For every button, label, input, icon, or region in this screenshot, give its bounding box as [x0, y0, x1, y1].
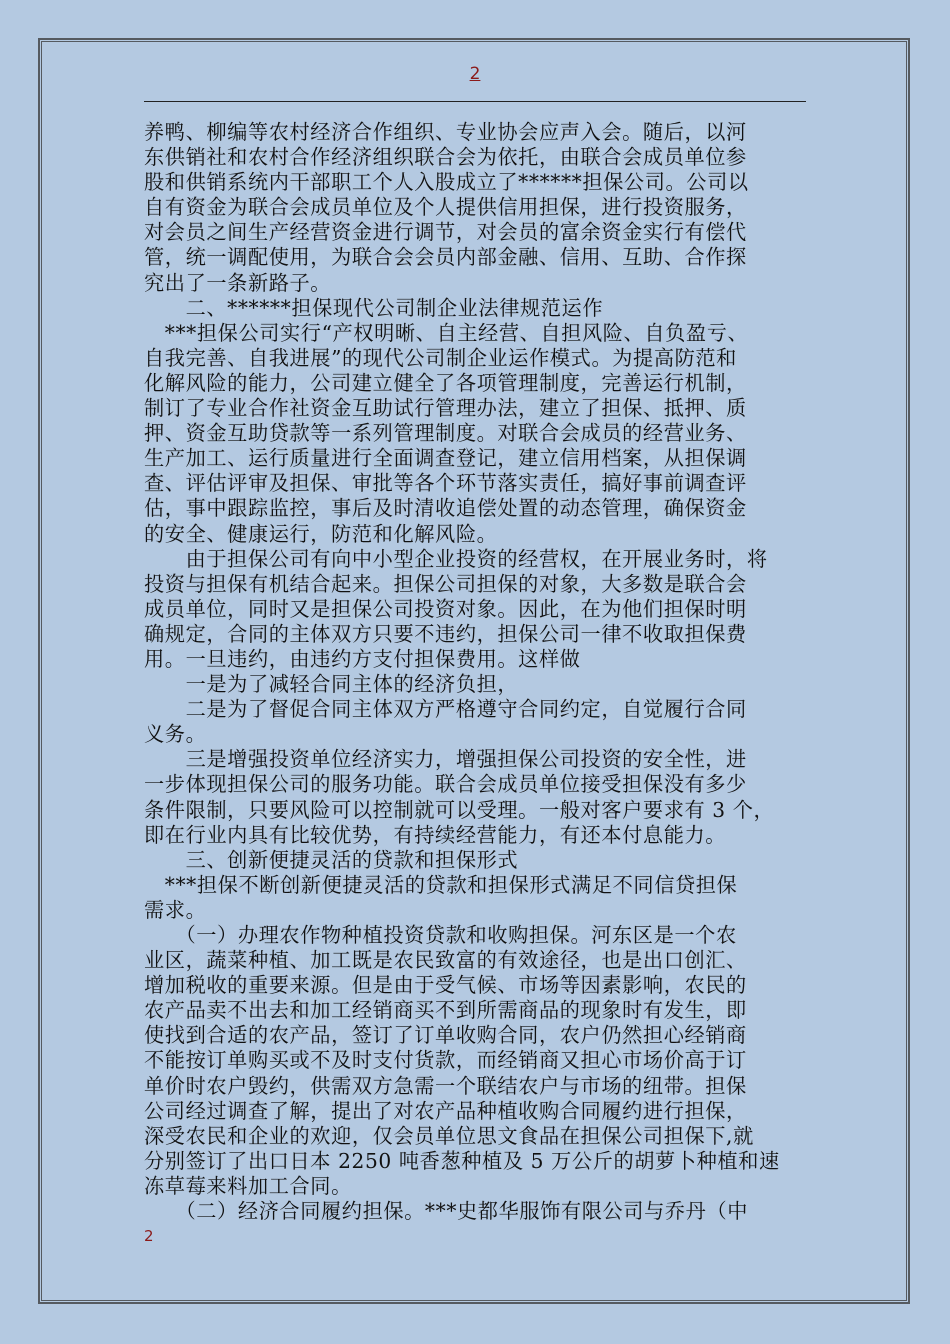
text-line: ***担保公司实行“产权明晰、自主经营、自担风险、自负盈亏、	[144, 320, 749, 345]
text-line: 自有资金为联合会成员单位及个人提供信用担保，进行投资服务，	[144, 195, 747, 220]
text-line: 一是为了减轻合同主体的经济负担，	[144, 672, 519, 697]
text-line: 查、评估评审及担保、审批等各个环节落实责任，搞好事前调查评	[144, 471, 747, 496]
section-heading: 三、创新便捷灵活的贷款和担保形式	[144, 847, 519, 872]
text-line: 管，统一调配使用，为联合会会员内部金融、信用、互助、合作探	[144, 245, 747, 270]
text-line: 分别签订了出口日本 2250 吨香葱种植及 5 万公斤的胡萝卜种植和速	[144, 1148, 780, 1173]
text-line: 增加税收的重要来源。但是由于受气候、市场等因素影响，农民的	[144, 973, 747, 998]
text-line: 东供销社和农村合作经济组织联合会为依托，由联合会成员单位参	[144, 145, 747, 170]
text-line: 制订了专业合作社资金互助试行管理办法，建立了担保、抵押、质	[144, 396, 747, 421]
text-line: 由于担保公司有向中小型企业投资的经营权，在开展业务时，将	[144, 546, 768, 571]
text-line: 深受农民和企业的欢迎，仅会员单位思文食品在担保公司担保下,就	[144, 1123, 754, 1148]
text-line: 化解风险的能力，公司建立健全了各项管理制度，完善运行机制，	[144, 370, 747, 395]
text-line: （一）办理农作物种植投资贷款和收购担保。河东区是一个农	[144, 923, 737, 947]
text-line: 三是增强投资单位经济实力，增强担保公司投资的安全性，进	[144, 747, 747, 772]
text-line: 确规定，合同的主体双方只要不违约，担保公司一律不收取担保费	[144, 621, 747, 646]
header-page-number	[0, 64, 950, 84]
header-page-number-text: 2	[469, 64, 481, 84]
text-line: ***担保不断创新便捷灵活的贷款和担保形式满足不同信贷担保	[144, 872, 738, 897]
section-heading: 二、******担保现代公司制企业法律规范运作	[144, 295, 604, 320]
text-line: 一步体现担保公司的服务功能。联合会成员单位接受担保没有多少	[144, 772, 747, 797]
text-line: 究出了一条新路子。	[144, 270, 332, 295]
document-body	[144, 120, 808, 1224]
text-line: 的安全、健康运行，防范和化解风险。	[144, 521, 498, 546]
text-line: 业区，蔬菜种植、加工既是农民致富的有效途径，也是出口创汇、	[144, 948, 747, 973]
text-line: 生产加工、运行质量进行全面调查登记，建立信用档案，从担保调	[144, 446, 747, 471]
footer-page-number: 2	[144, 1227, 154, 1245]
text-line: 二是为了督促合同主体双方严格遵守合同约定，自觉履行合同	[144, 697, 747, 722]
text-line: 需求。	[144, 897, 207, 922]
text-line: 义务。	[144, 722, 207, 747]
text-line: 即在行业内具有比较优势，有持续经营能力，有还本付息能力。	[144, 822, 727, 847]
text-line: 冻草莓来料加工合同。	[144, 1173, 352, 1198]
text-line: 投资与担保有机结合起来。担保公司担保的对象，大多数是联合会	[144, 571, 747, 596]
header-rule	[144, 101, 806, 102]
text-line: 用。一旦违约，由违约方支付担保费用。这样做	[144, 646, 581, 671]
text-line: 押、资金互助贷款等一系列管理制度。对联合会成员的经营业务、	[144, 421, 747, 446]
text-line: 对会员之间生产经营资金进行调节，对会员的富余资金实行有偿代	[144, 220, 747, 245]
text-line: 使找到合适的农产品，签订了订单收购合同，农户仍然担心经销商	[144, 1023, 747, 1048]
text-line: 不能按订单购买或不及时支付货款，而经销商又担心市场价高于订	[144, 1048, 747, 1073]
text-line: 单价时农户毁约，供需双方急需一个联结农户与市场的纽带。担保	[144, 1073, 747, 1098]
text-line: 自我完善、自我进展”的现代公司制企业运作模式。为提高防范和	[144, 345, 737, 370]
text-line: 养鸭、柳编等农村经济合作组织、专业协会应声入会。随后，以河	[144, 120, 747, 144]
text-line: 股和供销系统内干部职工个人入股成立了******担保公司。公司以	[144, 170, 749, 195]
text-line: 成员单位，同时又是担保公司投资对象。因此，在为他们担保时明	[144, 596, 747, 621]
text-line: 估，事中跟踪监控，事后及时清收追偿处置的动态管理，确保资金	[144, 496, 747, 521]
text-line: 条件限制，只要风险可以控制就可以受理。一般对客户要求有 3 个，	[144, 797, 775, 822]
text-line: 农产品卖不出去和加工经销商买不到所需商品的现象时有发生，即	[144, 998, 747, 1023]
text-line: 公司经过调查了解，提出了对农产品种植收购合同履约进行担保，	[144, 1098, 747, 1123]
text-line: （二）经济合同履约担保。***史都华服饰有限公司与乔丹（中	[144, 1199, 749, 1224]
